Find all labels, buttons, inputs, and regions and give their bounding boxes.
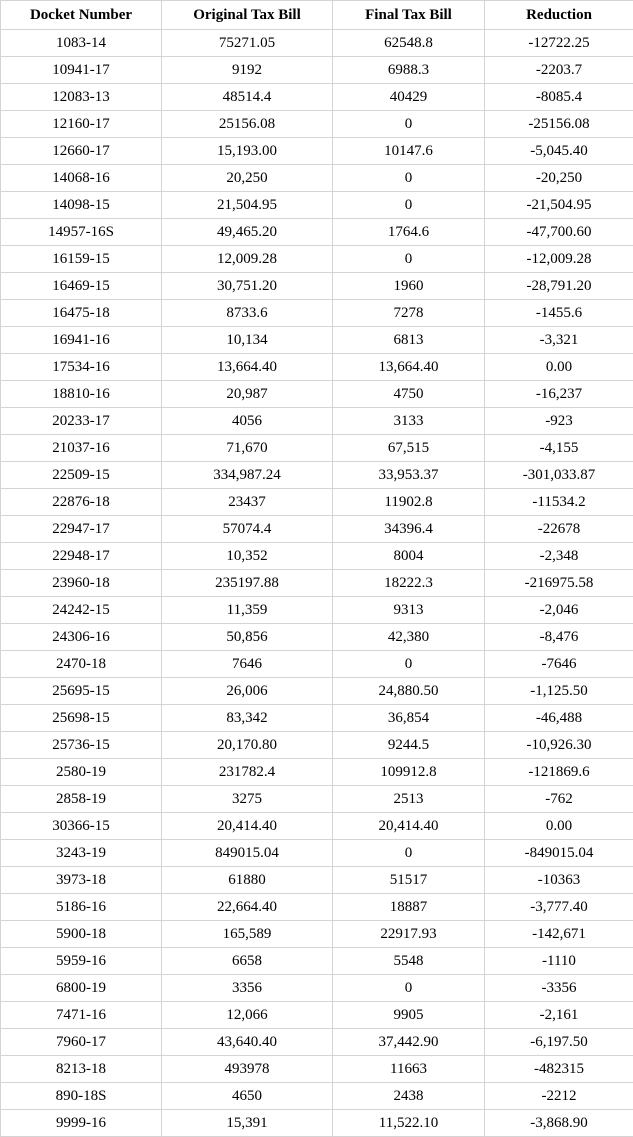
original-tax-bill-cell: 3275 bbox=[162, 786, 333, 813]
docket-number-cell: 16469-15 bbox=[1, 273, 162, 300]
final-tax-bill-cell: 9905 bbox=[333, 1002, 485, 1029]
table-row bbox=[1, 597, 633, 624]
reduction-cell: -3,321 bbox=[485, 327, 633, 354]
docket-number-cell: 18810-16 bbox=[1, 381, 162, 408]
original-tax-bill-cell: 6658 bbox=[162, 948, 333, 975]
docket-number-cell: 21037-16 bbox=[1, 435, 162, 462]
docket-number-cell: 12160-17 bbox=[1, 111, 162, 138]
reduction-cell: -20,250 bbox=[485, 165, 633, 192]
docket-number-cell: 16941-16 bbox=[1, 327, 162, 354]
reduction-cell: -46,488 bbox=[485, 705, 633, 732]
final-tax-bill-cell: 1764.6 bbox=[333, 219, 485, 246]
header-docket-number: Docket Number bbox=[1, 1, 162, 30]
final-tax-bill-cell: 8004 bbox=[333, 543, 485, 570]
table-row bbox=[1, 489, 633, 516]
docket-number-cell: 5186-16 bbox=[1, 894, 162, 921]
final-tax-bill-cell: 33,953.37 bbox=[333, 462, 485, 489]
reduction-cell: -7646 bbox=[485, 651, 633, 678]
docket-number-cell: 5900-18 bbox=[1, 921, 162, 948]
original-tax-bill-cell: 26,006 bbox=[162, 678, 333, 705]
final-tax-bill-cell: 0 bbox=[333, 975, 485, 1002]
docket-number-cell: 12660-17 bbox=[1, 138, 162, 165]
table-body bbox=[1, 30, 633, 1137]
reduction-cell: -8085.4 bbox=[485, 84, 633, 111]
original-tax-bill-cell: 4650 bbox=[162, 1083, 333, 1110]
docket-number-cell: 24242-15 bbox=[1, 597, 162, 624]
docket-number-cell: 25695-15 bbox=[1, 678, 162, 705]
table-row bbox=[1, 570, 633, 597]
table-row bbox=[1, 840, 633, 867]
docket-number-cell: 16159-15 bbox=[1, 246, 162, 273]
final-tax-bill-cell: 40429 bbox=[333, 84, 485, 111]
table-row bbox=[1, 84, 633, 111]
table-row bbox=[1, 921, 633, 948]
docket-number-cell: 22509-15 bbox=[1, 462, 162, 489]
table-row bbox=[1, 705, 633, 732]
final-tax-bill-cell: 2438 bbox=[333, 1083, 485, 1110]
reduction-cell: -25156.08 bbox=[485, 111, 633, 138]
reduction-cell: -2,046 bbox=[485, 597, 633, 624]
docket-number-cell: 2580-19 bbox=[1, 759, 162, 786]
docket-number-cell: 3973-18 bbox=[1, 867, 162, 894]
docket-number-cell: 7471-16 bbox=[1, 1002, 162, 1029]
docket-number-cell: 5959-16 bbox=[1, 948, 162, 975]
docket-number-cell: 30366-15 bbox=[1, 813, 162, 840]
reduction-cell: -21,504.95 bbox=[485, 192, 633, 219]
final-tax-bill-cell: 109912.8 bbox=[333, 759, 485, 786]
reduction-cell: -3,868.90 bbox=[485, 1110, 633, 1137]
final-tax-bill-cell: 0 bbox=[333, 165, 485, 192]
table-row bbox=[1, 894, 633, 921]
reduction-cell: -6,197.50 bbox=[485, 1029, 633, 1056]
original-tax-bill-cell: 20,414.40 bbox=[162, 813, 333, 840]
reduction-cell: -1110 bbox=[485, 948, 633, 975]
reduction-cell: -1,125.50 bbox=[485, 678, 633, 705]
reduction-cell: -2203.7 bbox=[485, 57, 633, 84]
table-row bbox=[1, 759, 633, 786]
docket-number-cell: 12083-13 bbox=[1, 84, 162, 111]
table-row bbox=[1, 300, 633, 327]
original-tax-bill-cell: 30,751.20 bbox=[162, 273, 333, 300]
original-tax-bill-cell: 334,987.24 bbox=[162, 462, 333, 489]
table-row bbox=[1, 1083, 633, 1110]
table-row bbox=[1, 786, 633, 813]
original-tax-bill-cell: 21,504.95 bbox=[162, 192, 333, 219]
reduction-cell: -301,033.87 bbox=[485, 462, 633, 489]
table-row bbox=[1, 192, 633, 219]
table-row bbox=[1, 462, 633, 489]
reduction-cell: 0.00 bbox=[485, 813, 633, 840]
final-tax-bill-cell: 0 bbox=[333, 840, 485, 867]
final-tax-bill-cell: 62548.8 bbox=[333, 30, 485, 57]
docket-number-cell: 2470-18 bbox=[1, 651, 162, 678]
original-tax-bill-cell: 61880 bbox=[162, 867, 333, 894]
docket-number-cell: 14957-16S bbox=[1, 219, 162, 246]
table-row bbox=[1, 354, 633, 381]
table-row bbox=[1, 1056, 633, 1083]
docket-number-cell: 22947-17 bbox=[1, 516, 162, 543]
reduction-cell: -28,791.20 bbox=[485, 273, 633, 300]
docket-number-cell: 24306-16 bbox=[1, 624, 162, 651]
original-tax-bill-cell: 43,640.40 bbox=[162, 1029, 333, 1056]
final-tax-bill-cell: 22917.93 bbox=[333, 921, 485, 948]
original-tax-bill-cell: 11,359 bbox=[162, 597, 333, 624]
original-tax-bill-cell: 9192 bbox=[162, 57, 333, 84]
final-tax-bill-cell: 6988.3 bbox=[333, 57, 485, 84]
final-tax-bill-cell: 0 bbox=[333, 192, 485, 219]
docket-number-cell: 10941-17 bbox=[1, 57, 162, 84]
table-row bbox=[1, 435, 633, 462]
reduction-cell: -482315 bbox=[485, 1056, 633, 1083]
final-tax-bill-cell: 6813 bbox=[333, 327, 485, 354]
reduction-cell: -5,045.40 bbox=[485, 138, 633, 165]
docket-number-cell: 890-18S bbox=[1, 1083, 162, 1110]
reduction-cell: -1455.6 bbox=[485, 300, 633, 327]
original-tax-bill-cell: 12,066 bbox=[162, 1002, 333, 1029]
table-row bbox=[1, 30, 633, 57]
reduction-cell: -923 bbox=[485, 408, 633, 435]
original-tax-bill-cell: 7646 bbox=[162, 651, 333, 678]
table-row bbox=[1, 732, 633, 759]
original-tax-bill-cell: 50,856 bbox=[162, 624, 333, 651]
final-tax-bill-cell: 2513 bbox=[333, 786, 485, 813]
docket-number-cell: 8213-18 bbox=[1, 1056, 162, 1083]
table-row bbox=[1, 867, 633, 894]
table-row bbox=[1, 408, 633, 435]
original-tax-bill-cell: 13,664.40 bbox=[162, 354, 333, 381]
table-row bbox=[1, 381, 633, 408]
original-tax-bill-cell: 15,193.00 bbox=[162, 138, 333, 165]
final-tax-bill-cell: 34396.4 bbox=[333, 516, 485, 543]
final-tax-bill-cell: 42,380 bbox=[333, 624, 485, 651]
original-tax-bill-cell: 83,342 bbox=[162, 705, 333, 732]
reduction-cell: -10363 bbox=[485, 867, 633, 894]
original-tax-bill-cell: 20,987 bbox=[162, 381, 333, 408]
header-final-tax-bill: Final Tax Bill bbox=[333, 1, 485, 30]
reduction-cell: -16,237 bbox=[485, 381, 633, 408]
reduction-cell: -12722.25 bbox=[485, 30, 633, 57]
final-tax-bill-cell: 10147.6 bbox=[333, 138, 485, 165]
table-row bbox=[1, 975, 633, 1002]
reduction-cell: -4,155 bbox=[485, 435, 633, 462]
original-tax-bill-cell: 231782.4 bbox=[162, 759, 333, 786]
final-tax-bill-cell: 18222.3 bbox=[333, 570, 485, 597]
header-original-tax-bill: Original Tax Bill bbox=[162, 1, 333, 30]
original-tax-bill-cell: 20,170.80 bbox=[162, 732, 333, 759]
original-tax-bill-cell: 12,009.28 bbox=[162, 246, 333, 273]
docket-number-cell: 7960-17 bbox=[1, 1029, 162, 1056]
original-tax-bill-cell: 493978 bbox=[162, 1056, 333, 1083]
original-tax-bill-cell: 20,250 bbox=[162, 165, 333, 192]
docket-number-cell: 20233-17 bbox=[1, 408, 162, 435]
table-row bbox=[1, 57, 633, 84]
reduction-cell: -216975.58 bbox=[485, 570, 633, 597]
table-row bbox=[1, 327, 633, 354]
final-tax-bill-cell: 20,414.40 bbox=[333, 813, 485, 840]
reduction-cell: 0.00 bbox=[485, 354, 633, 381]
docket-number-cell: 16475-18 bbox=[1, 300, 162, 327]
reduction-cell: -22678 bbox=[485, 516, 633, 543]
reduction-cell: -762 bbox=[485, 786, 633, 813]
original-tax-bill-cell: 10,134 bbox=[162, 327, 333, 354]
reduction-cell: -121869.6 bbox=[485, 759, 633, 786]
reduction-cell: -142,671 bbox=[485, 921, 633, 948]
reduction-cell: -2,348 bbox=[485, 543, 633, 570]
original-tax-bill-cell: 48514.4 bbox=[162, 84, 333, 111]
reduction-cell: -11534.2 bbox=[485, 489, 633, 516]
final-tax-bill-cell: 11,522.10 bbox=[333, 1110, 485, 1137]
docket-number-cell: 6800-19 bbox=[1, 975, 162, 1002]
table-row bbox=[1, 813, 633, 840]
docket-number-cell: 14098-15 bbox=[1, 192, 162, 219]
final-tax-bill-cell: 0 bbox=[333, 651, 485, 678]
reduction-cell: -10,926.30 bbox=[485, 732, 633, 759]
table-row bbox=[1, 1029, 633, 1056]
final-tax-bill-cell: 13,664.40 bbox=[333, 354, 485, 381]
final-tax-bill-cell: 5548 bbox=[333, 948, 485, 975]
reduction-cell: -3,777.40 bbox=[485, 894, 633, 921]
original-tax-bill-cell: 57074.4 bbox=[162, 516, 333, 543]
final-tax-bill-cell: 7278 bbox=[333, 300, 485, 327]
table-row bbox=[1, 1002, 633, 1029]
original-tax-bill-cell: 8733.6 bbox=[162, 300, 333, 327]
docket-number-cell: 1083-14 bbox=[1, 30, 162, 57]
table-row bbox=[1, 219, 633, 246]
docket-number-cell: 9999-16 bbox=[1, 1110, 162, 1137]
final-tax-bill-cell: 24,880.50 bbox=[333, 678, 485, 705]
final-tax-bill-cell: 9244.5 bbox=[333, 732, 485, 759]
table-row bbox=[1, 678, 633, 705]
final-tax-bill-cell: 11902.8 bbox=[333, 489, 485, 516]
original-tax-bill-cell: 3356 bbox=[162, 975, 333, 1002]
docket-number-cell: 3243-19 bbox=[1, 840, 162, 867]
final-tax-bill-cell: 4750 bbox=[333, 381, 485, 408]
original-tax-bill-cell: 23437 bbox=[162, 489, 333, 516]
reduction-cell: -2,161 bbox=[485, 1002, 633, 1029]
final-tax-bill-cell: 37,442.90 bbox=[333, 1029, 485, 1056]
docket-number-cell: 25698-15 bbox=[1, 705, 162, 732]
final-tax-bill-cell: 51517 bbox=[333, 867, 485, 894]
final-tax-bill-cell: 36,854 bbox=[333, 705, 485, 732]
table-row bbox=[1, 138, 633, 165]
final-tax-bill-cell: 67,515 bbox=[333, 435, 485, 462]
table-row bbox=[1, 273, 633, 300]
table-row bbox=[1, 1110, 633, 1137]
reduction-cell: -2212 bbox=[485, 1083, 633, 1110]
final-tax-bill-cell: 9313 bbox=[333, 597, 485, 624]
docket-number-cell: 22876-18 bbox=[1, 489, 162, 516]
reduction-cell: -12,009.28 bbox=[485, 246, 633, 273]
table-row bbox=[1, 111, 633, 138]
table-row bbox=[1, 651, 633, 678]
original-tax-bill-cell: 849015.04 bbox=[162, 840, 333, 867]
original-tax-bill-cell: 10,352 bbox=[162, 543, 333, 570]
final-tax-bill-cell: 18887 bbox=[333, 894, 485, 921]
table-row bbox=[1, 948, 633, 975]
reduction-cell: -8,476 bbox=[485, 624, 633, 651]
docket-number-cell: 17534-16 bbox=[1, 354, 162, 381]
header-reduction: Reduction bbox=[485, 1, 633, 30]
final-tax-bill-cell: 1960 bbox=[333, 273, 485, 300]
reduction-cell: -47,700.60 bbox=[485, 219, 633, 246]
final-tax-bill-cell: 11663 bbox=[333, 1056, 485, 1083]
table-row bbox=[1, 516, 633, 543]
original-tax-bill-cell: 165,589 bbox=[162, 921, 333, 948]
final-tax-bill-cell: 3133 bbox=[333, 408, 485, 435]
reduction-cell: -849015.04 bbox=[485, 840, 633, 867]
table-row bbox=[1, 165, 633, 192]
docket-number-cell: 22948-17 bbox=[1, 543, 162, 570]
original-tax-bill-cell: 235197.88 bbox=[162, 570, 333, 597]
docket-number-cell: 23960-18 bbox=[1, 570, 162, 597]
final-tax-bill-cell: 0 bbox=[333, 111, 485, 138]
original-tax-bill-cell: 71,670 bbox=[162, 435, 333, 462]
docket-number-cell: 2858-19 bbox=[1, 786, 162, 813]
docket-number-cell: 14068-16 bbox=[1, 165, 162, 192]
table-row bbox=[1, 543, 633, 570]
table-row bbox=[1, 624, 633, 651]
final-tax-bill-cell: 0 bbox=[333, 246, 485, 273]
original-tax-bill-cell: 75271.05 bbox=[162, 30, 333, 57]
original-tax-bill-cell: 15,391 bbox=[162, 1110, 333, 1137]
original-tax-bill-cell: 49,465.20 bbox=[162, 219, 333, 246]
header-row bbox=[1, 1, 633, 30]
table-row bbox=[1, 246, 633, 273]
original-tax-bill-cell: 4056 bbox=[162, 408, 333, 435]
docket-number-cell: 25736-15 bbox=[1, 732, 162, 759]
original-tax-bill-cell: 25156.08 bbox=[162, 111, 333, 138]
original-tax-bill-cell: 22,664.40 bbox=[162, 894, 333, 921]
reduction-cell: -3356 bbox=[485, 975, 633, 1002]
